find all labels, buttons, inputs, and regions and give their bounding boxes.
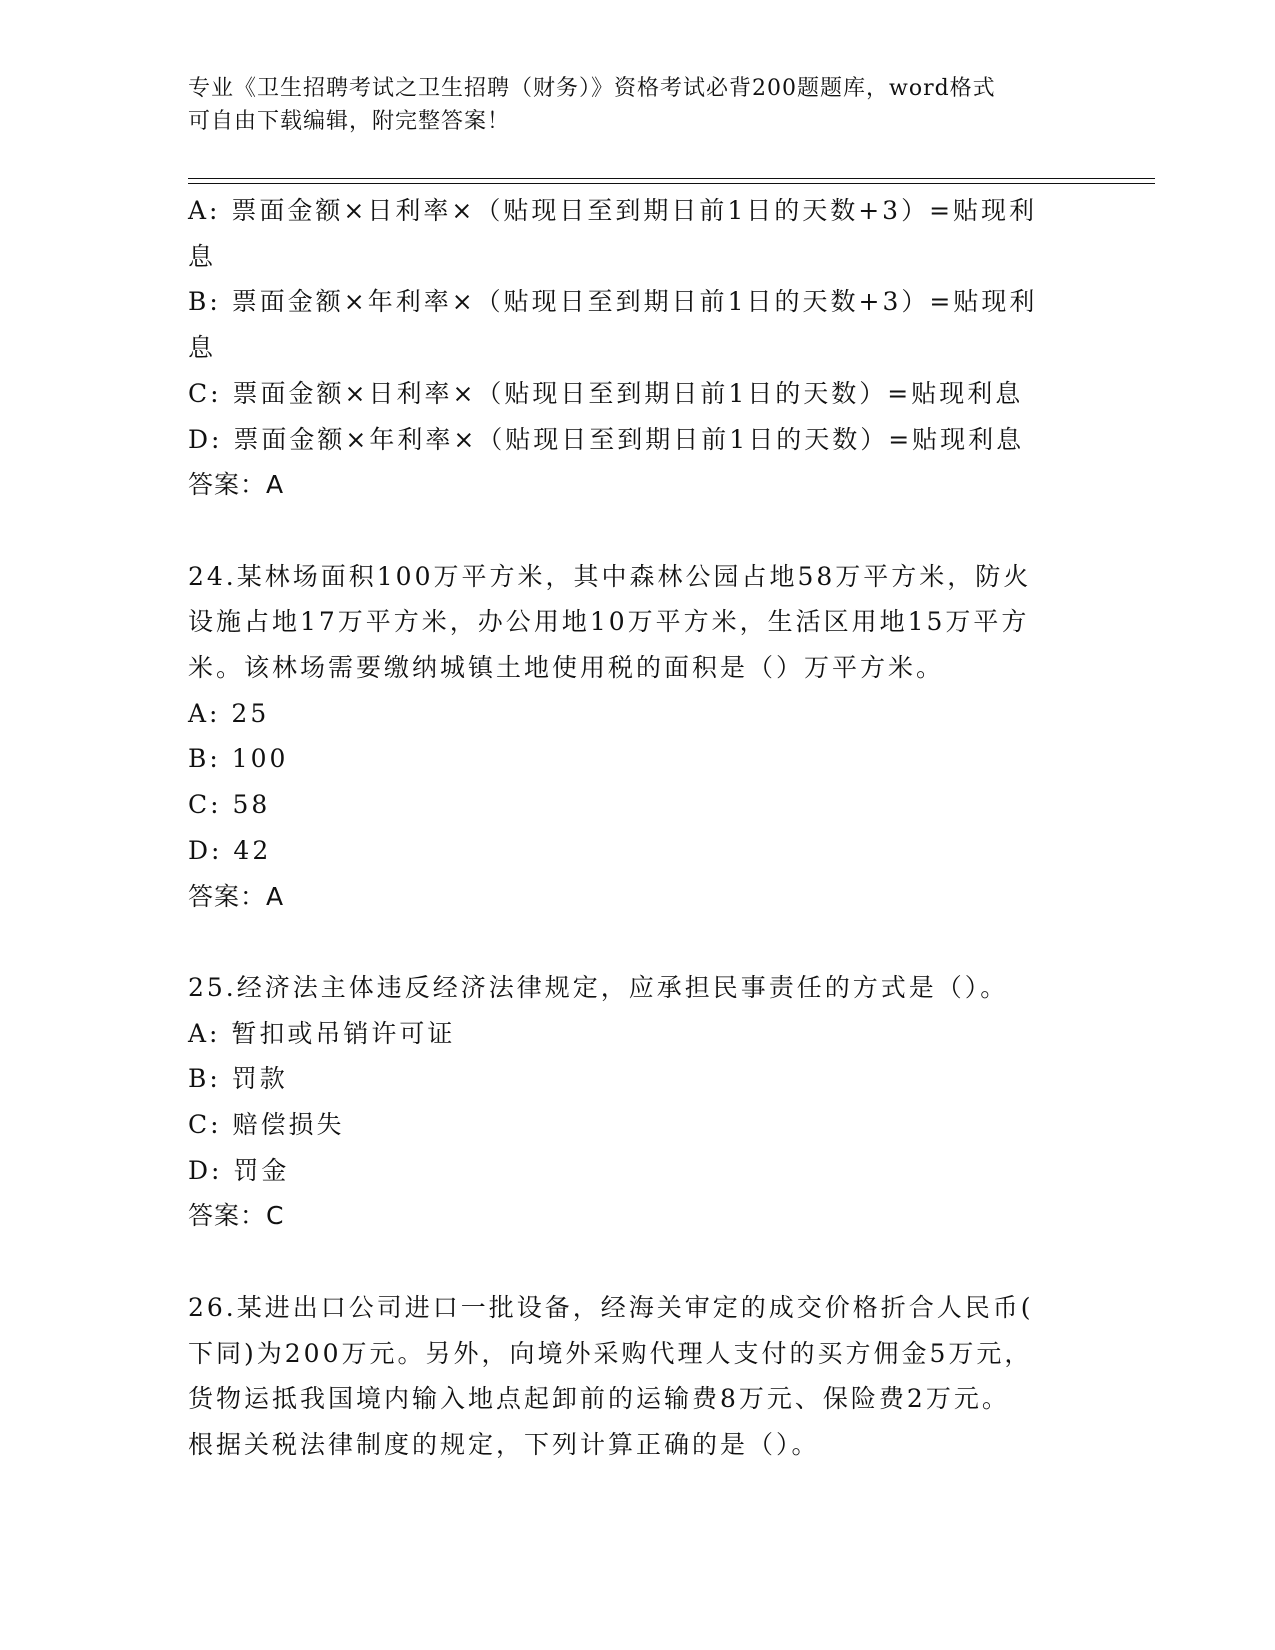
document-header xyxy=(188,72,1088,138)
option-a: A: 25 xyxy=(188,698,270,728)
question-text-line: 24.某林场面积100万平方米，其中森林公园占地58万平方米，防火 xyxy=(188,561,1032,591)
option-a-line-wrap: 息 xyxy=(188,241,217,271)
question-24 xyxy=(188,554,1088,920)
question-text-line: 货物运抵我国境内输入地点起卸前的运输费8万元、保险费2万元。 xyxy=(188,1384,1010,1414)
spacer xyxy=(188,508,1088,554)
header-line: 可自由下载编辑，附完整答案！ xyxy=(188,109,511,134)
header-divider xyxy=(188,178,1155,179)
question-23-continued xyxy=(188,188,1088,508)
option-b-line-wrap: 息 xyxy=(188,333,217,363)
option-c: C: 58 xyxy=(188,790,271,820)
question-text-line: 根据关税法律制度的规定，下列计算正确的是（）。 xyxy=(188,1429,820,1459)
spacer xyxy=(188,919,1088,965)
answer-line: 答案：A xyxy=(188,470,285,500)
option-d-line: D: 票面金额×年利率×（贴现日至到期日前1日的天数）=贴现利息 xyxy=(188,424,1025,454)
option-b: B: 罚款 xyxy=(188,1064,288,1094)
question-text-line: 设施占地17万平方米，办公用地10万平方米，生活区用地15万平方 xyxy=(188,607,1030,637)
header-line: 专业《卫生招聘考试之卫生招聘（财务）》资格考试必背200题题库，word格式 xyxy=(188,76,996,101)
question-25 xyxy=(188,965,1088,1239)
answer-line: 答案：C xyxy=(188,1201,285,1231)
option-a-line: A: 票面金额×日利率×（贴现日至到期日前1日的天数+3）=贴现利 xyxy=(188,196,1038,225)
question-content xyxy=(188,188,1088,1468)
option-d: D: 罚金 xyxy=(188,1155,290,1185)
question-26 xyxy=(188,1285,1088,1468)
spacer xyxy=(188,1239,1088,1285)
question-text-line: 下同)为200万元。另外，向境外采购代理人支付的买方佣金5万元， xyxy=(188,1338,1033,1368)
option-c-line: C: 票面金额×日利率×（贴现日至到期日前1日的天数）=贴现利息 xyxy=(188,378,1024,408)
question-text-line: 米。该林场需要缴纳城镇土地使用税的面积是（）万平方米。 xyxy=(188,653,945,683)
option-d: D: 42 xyxy=(188,835,272,865)
answer-line: 答案：A xyxy=(188,881,285,911)
option-b-line: B: 票面金额×年利率×（贴现日至到期日前1日的天数+3）=贴现利 xyxy=(188,287,1038,317)
option-b: B: 100 xyxy=(188,744,289,774)
header-divider xyxy=(188,183,1155,184)
option-c: C: 赔偿损失 xyxy=(188,1110,345,1140)
question-text-line: 26.某进出口公司进口一批设备，经海关审定的成交价格折合人民币( xyxy=(188,1292,1034,1322)
question-text-line: 25.经济法主体违反经济法律规定，应承担民事责任的方式是（）。 xyxy=(188,972,1009,1002)
option-a: A: 暂扣或吊销许可证 xyxy=(188,1018,456,1048)
